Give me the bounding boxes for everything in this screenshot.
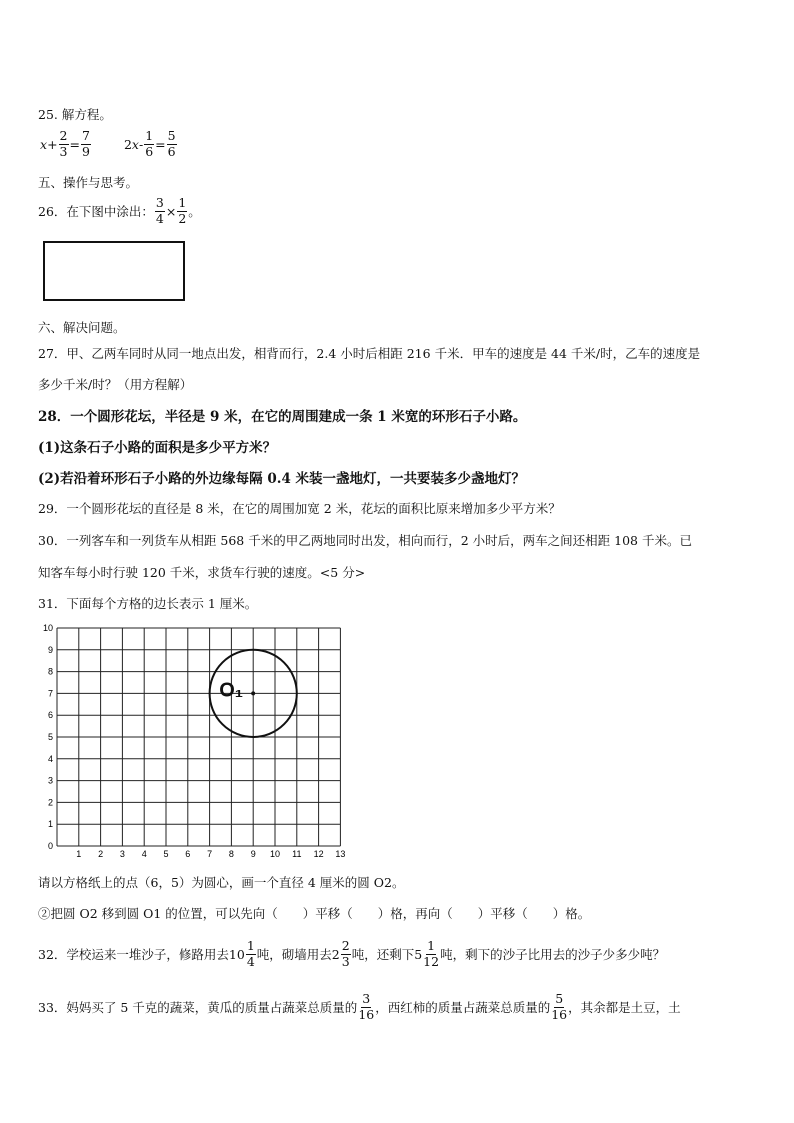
equation-1: x + $\frac{2}{3}$ = $\frac{7}{9}$ <box>40 128 90 159</box>
equation-2: 2 x - $\frac{1}{6}$ = $\frac{5}{6}$ <box>123 128 176 159</box>
x-tick-label: 7 <box>207 849 213 859</box>
y-tick-label: 2 <box>47 797 53 808</box>
x-tick-label: 4 <box>141 849 147 859</box>
q27-line2: 多少千米/时？（用方程解） <box>38 377 193 392</box>
y-tick-label: 9 <box>47 644 53 655</box>
y-tick-label: 4 <box>47 753 53 764</box>
y-tick-label: 3 <box>47 775 53 786</box>
x-tick-label: 1 <box>76 849 82 859</box>
x-tick-label: 9 <box>250 849 256 859</box>
y-tick-label: 7 <box>47 688 53 699</box>
grid-x-labels <box>76 849 345 859</box>
shading-rectangle <box>43 241 185 301</box>
circle-o1-center-dot <box>251 691 255 695</box>
x-tick-label: 2 <box>98 849 104 859</box>
x-tick-label: 13 <box>335 849 346 859</box>
y-tick-label: 8 <box>47 666 53 677</box>
grid-lines <box>57 628 340 846</box>
x-tick-label: 8 <box>228 849 234 859</box>
circle-o1-label: O₁ <box>219 679 244 702</box>
q29-text: 29．一个圆形花坛的直径是 8 米，在它的周围加宽 2 米，花坛的面积比原来增加多少平方米？ <box>38 501 561 516</box>
q31-line2: ②把圆 O2 移到圆 O1 的位置，可以先向（ ）平移（ ）格，再向（ ）平移（ ）格。 <box>38 906 591 921</box>
section-six-heading: 六、解决问题。 <box>38 320 126 335</box>
q25-title: 25. 解方程。 <box>38 107 112 122</box>
y-tick-label: 5 <box>47 732 53 742</box>
q31-line1: 请以方格纸上的点（6，5）为圆心，画一个直径 4 厘米的圆 O2。 <box>38 875 405 890</box>
q26-prompt: 26．在下图中涂出： $\frac{3}{4}$ × $\frac{1}{2}$ 。 <box>38 195 201 226</box>
y-tick-label: 1 <box>47 819 53 830</box>
x-tick-label: 10 <box>269 849 281 859</box>
q28-line3: (2)若沿着环形石子小路的外边缘每隔 0.4 米装一盏地灯，一共要装多少盏地灯？ <box>38 471 526 487</box>
q28-line1: 28．一个圆形花坛，半径是 9 米，在它的周围建成一条 1 米宽的环形石子小路。 <box>38 409 527 425</box>
q30-line2: 知客车每小时行驶 120 千米，求货车行驶的速度。<5 分> <box>38 565 366 580</box>
y-tick-label: 10 <box>42 623 53 633</box>
x-tick-label: 6 <box>185 849 191 859</box>
q33-text: 33．妈妈买了 5 千克的蔬菜，黄瓜的质量占蔬菜总质量的 $\frac{3}{16}$ ，西红柿的质量占蔬菜总质量的 $\frac{5}{16}$ ，其余都是土豆，土 <box>38 991 681 1022</box>
x-tick-label: 11 <box>292 849 302 859</box>
q27-line1: 27．甲、乙两车同时从同一地点出发，相背而行，2.4 小时后相距 216 千米．甲车的速度是 44 千米/时，乙车的速度是 <box>38 346 701 361</box>
grid-y-labels <box>43 623 53 851</box>
y-tick-label: 0 <box>47 841 53 851</box>
q32-text: 32．学校运来一堆沙子，修路用去 10 $\frac{1}{4}$ 吨，砌墙用去 2 $\frac{2}{3}$ 吨，还剩下 5 $\frac{1}{12}$ 吨，剩下的沙子比用去的沙子少多少吨？ <box>38 938 666 969</box>
q31-title: 31．下面每个方格的边长表示 1 厘米。 <box>38 596 258 611</box>
q28-line2: (1)这条石子小路的面积是多少平方米？ <box>38 440 277 456</box>
x-tick-label: 12 <box>313 849 324 859</box>
x-tick-label: 5 <box>163 849 169 859</box>
q30-line1: 30．一列客车和一列货车从相距 568 千米的甲乙两地同时出发，相向而行，2 小时后，两车之间还相距 108 千米。已 <box>38 533 692 548</box>
q25-equations <box>40 130 178 158</box>
square-grid <box>30 618 350 860</box>
y-tick-label: 6 <box>47 710 53 721</box>
section-five-heading: 五、操作与思考。 <box>38 175 139 190</box>
x-tick-label: 3 <box>119 849 125 859</box>
